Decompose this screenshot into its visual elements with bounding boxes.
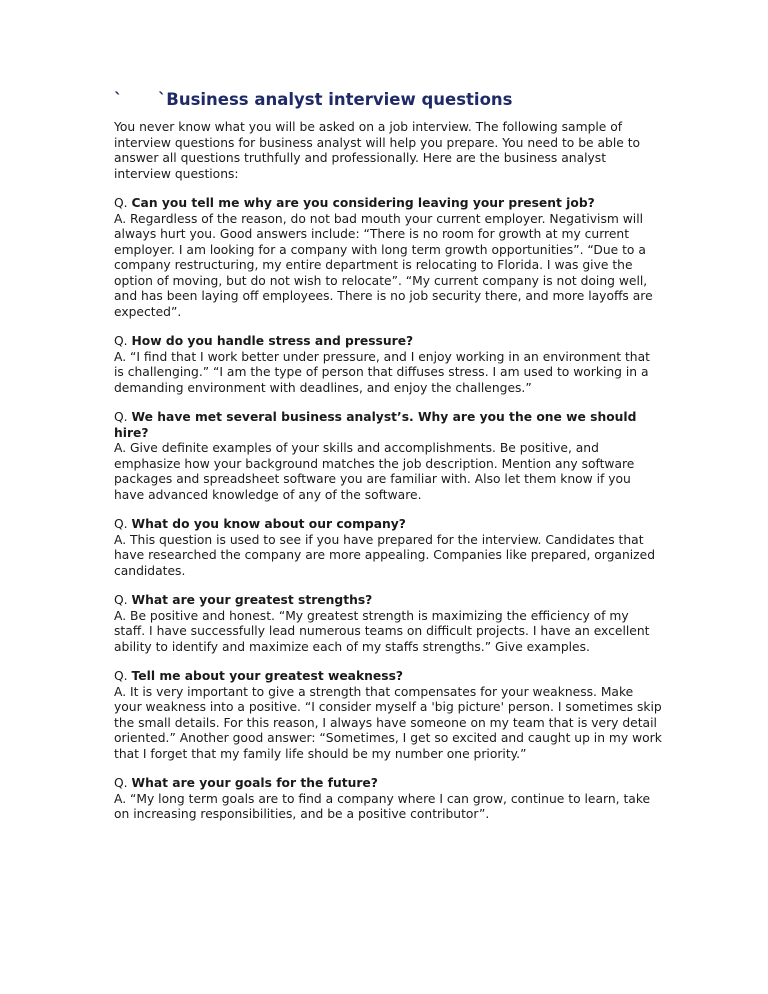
answer-text: A. “My long term goals are to find a company where I can grow, continue to learn, take on increasing responsibilities, and be a positive contributor”. — [114, 791, 651, 821]
answer-text: A. It is very important to give a strength that compensates for your weakness. Make your weakness into a positive. “I consider myself a 'big picture' person. I sometimes skip the small details. For this reason, I always have someone on my team that is very detail oriented.” Another good answer: “Sometimes, I get so excited and caught up in my work that I forget that my family life should be my number one priority.” — [114, 684, 662, 761]
title-mark: ` — [114, 90, 123, 109]
answer-text: A. Regardless of the reason, do not bad mouth your current employer. Negativism will always hurt you. Good answers include: “There is no room for growth at my current employer. I am looking for a company with long term growth opportunities”. “Due to a company restructuring, my entire department is relocating to Florida. I was give the option of moving, but do not wish to relocate”. “My current company is not doing well, and has been laying off employees. There is no job security there, and more layoffs are expected”. — [114, 211, 653, 319]
answer-text: A. Be positive and honest. “My greatest strength is maximizing the efficiency of my staff. I have successfully lead numerous teams on difficult projects. I have an excellent ability to identify and maximize each of my staffs strengths.” Give examples. — [114, 608, 650, 654]
qa-item-7 — [114, 776, 662, 823]
question-line — [114, 593, 662, 609]
page-title: `Business analyst interview questions — [158, 90, 513, 109]
question-line — [114, 334, 662, 350]
qa-item-2 — [114, 334, 662, 396]
question-text: What are your goals for the future? — [131, 776, 378, 790]
question-prefix: Q. — [114, 593, 128, 607]
intro-paragraph: You never know what you will be asked on a job interview. The following sample of interview questions for business analyst will help you prepare. You need to be able to answer all questions truthfully and professionally. Here are the business analyst interview questions: — [114, 120, 641, 181]
question-line — [114, 669, 662, 685]
qa-item-5 — [114, 593, 662, 655]
question-line — [114, 410, 662, 441]
qa-item-6 — [114, 669, 662, 762]
question-prefix: Q. — [114, 669, 128, 683]
qa-item-3 — [114, 410, 662, 503]
question-text: Tell me about your greatest weakness? — [131, 669, 404, 683]
question-prefix: Q. — [114, 196, 128, 210]
question-text: We have met several business analyst’s. Why are you the one we should hire? — [114, 410, 637, 440]
answer-text: A. “I find that I work better under pressure, and I enjoy working in an environment that is challenging.” “I am the type of person that diffuses stress. I am used to working in a demanding environment with deadlines, and enjoy the challenges.” — [114, 349, 650, 395]
question-text: What are your greatest strengths? — [131, 593, 373, 607]
question-line — [114, 517, 662, 533]
answer-text: A. Give definite examples of your skills and accomplishments. Be positive, and emphasize how your background matches the job description. Mention any software packages and spreadsheet software you are familiar with. Also let them know if you have advanced knowledge of any of the software. — [114, 441, 635, 502]
question-prefix: Q. — [114, 776, 128, 790]
qa-item-1 — [114, 196, 662, 320]
qa-item-4 — [114, 517, 662, 579]
question-line — [114, 776, 662, 792]
document-page — [114, 86, 662, 837]
question-line — [114, 196, 662, 212]
question-text: Can you tell me why are you considering leaving your present job? — [131, 196, 595, 210]
question-prefix: Q. — [114, 334, 128, 348]
question-text: What do you know about our company? — [131, 517, 406, 531]
question-prefix: Q. — [114, 517, 128, 531]
question-text: How do you handle stress and pressure? — [131, 334, 414, 348]
title-row — [114, 86, 662, 120]
answer-text: A. This question is used to see if you have prepared for the interview. Candidates that have researched the company are more appealing. Companies like prepared, organized candidates. — [114, 532, 656, 578]
question-prefix: Q. — [114, 410, 128, 424]
